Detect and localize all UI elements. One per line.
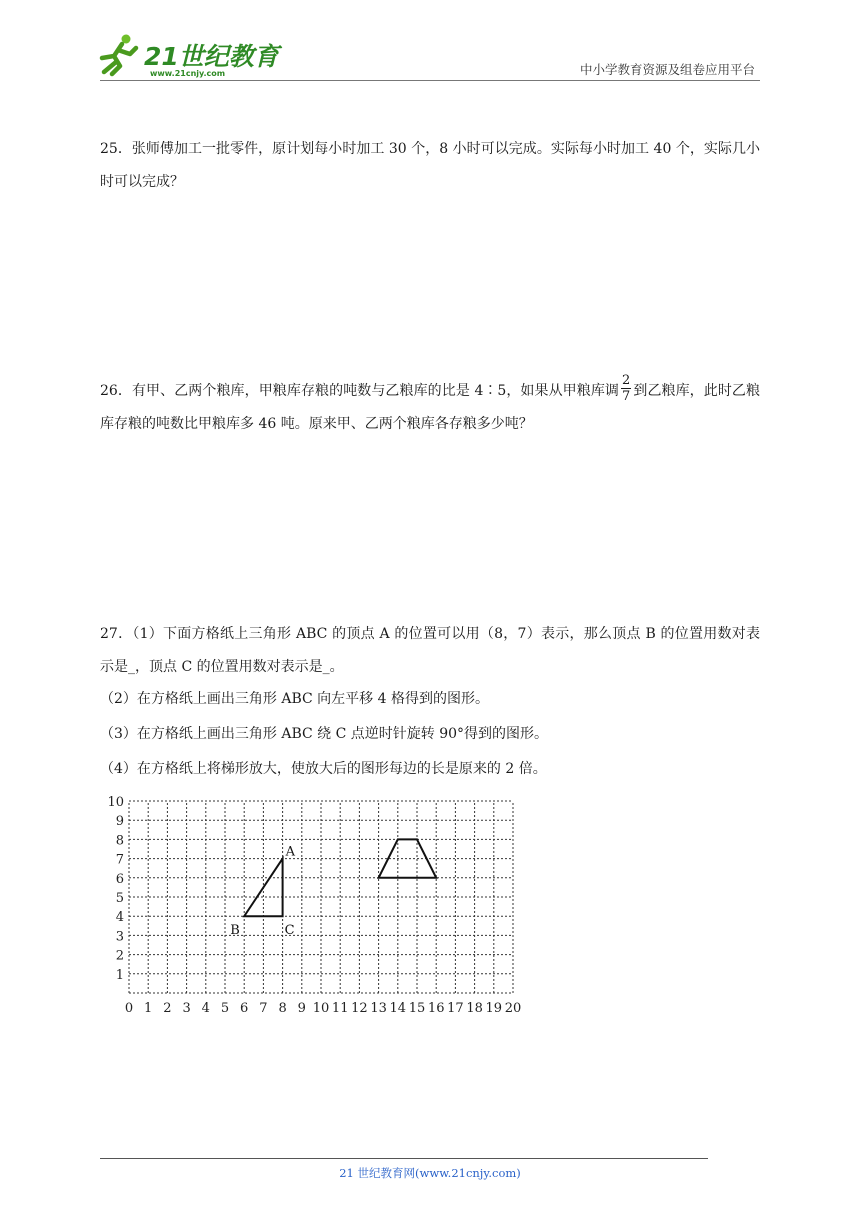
vertex-label-b: B [230,923,240,939]
x-tick-label: 6 [240,1001,249,1016]
site-name: 中小学教育资源及组卷应用平台 [579,62,755,77]
question-27-part-2: （2）在方格纸上画出三角形 ABC 向左平移 4 格得到的图形。 [100,691,489,707]
y-tick-label: 2 [115,948,124,964]
header-rule [100,80,760,81]
x-tick-label: 17 [447,1001,464,1016]
logo [92,32,279,80]
grid-figure [100,790,530,1030]
vertex-label-c: C [284,923,295,939]
y-tick-label: 8 [115,833,124,849]
question-27-part-4: （4）在方格纸上将梯形放大，使放大后的图形每边的长是原来的 2 倍。 [100,761,547,777]
x-tick-label: 15 [408,1001,426,1016]
y-tick-label: 5 [115,891,124,906]
footer-text: 21 世纪教育网(www.21cnjy.com) [339,1166,521,1180]
x-tick-label: 8 [278,1001,287,1016]
x-tick-label: 3 [182,1001,191,1016]
y-tick-label: 1 [115,967,124,983]
vertex-label-a: A [285,844,295,860]
question-26 [100,372,761,441]
x-tick-label: 20 [504,1001,522,1016]
x-tick-label: 19 [485,1001,503,1016]
y-tick-label: 9 [115,814,124,830]
x-tick-label: 0 [124,1001,134,1016]
x-tick-label: 13 [370,1001,387,1016]
x-tick-label: 12 [351,1001,368,1016]
y-tick-label: 10 [107,795,124,810]
x-tick-label: 14 [389,1001,407,1016]
y-tick-label: 3 [115,929,124,945]
x-tick-label: 4 [201,1001,210,1016]
fraction-numerator: 2 [622,372,631,388]
question-27-part-1: 27．（1）下面方格纸上三角形 ABC 的顶点 A 的位置可以用（8，7）表示，那么顶点 B 的位置用数对表示是_，顶点 C 的位置用数对表示是_。 [100,626,760,675]
question-25: 25．张师傅加工一批零件，原计划每小时加工 30 个，8 小时可以完成。实际每小时加工 40 个，实际几小时可以完成？ [100,141,760,190]
question-26-text-b: 到乙粮库，此时乙粮库存粮的吨数比甲粮库多 46 吨。原来甲、乙两个粮库各存粮多少吨？ [100,383,761,432]
x-tick-label: 7 [259,1001,268,1016]
fraction-denominator: 7 [622,388,631,404]
y-tick-label: 6 [115,871,124,887]
runner-icon [102,35,136,75]
logo-name: 21世纪教育 [144,42,279,71]
x-tick-label: 10 [312,1001,330,1016]
x-tick-label: 2 [163,1001,172,1016]
x-tick-label: 9 [297,1001,306,1016]
question-27-part-3: （3）在方格纸上画出三角形 ABC 绕 C 点逆时针旋转 90°得到的图形。 [100,726,549,742]
question-26-text-a: 26．有甲、乙两个粮库，甲粮库存粮的吨数与乙粮库的比是 4∶5，如果从甲粮库调 [100,383,619,399]
x-tick-label: 11 [331,1001,349,1016]
y-tick-label: 4 [115,910,124,926]
logo-url: www.21cnjy.com [150,69,226,78]
trapezoid [379,839,437,877]
fraction [621,373,631,404]
x-tick-label: 5 [220,1001,230,1016]
footer-rule [100,1158,708,1159]
x-tick-label: 16 [427,1001,445,1016]
y-tick-label: 7 [115,852,124,868]
x-tick-label: 1 [144,1001,153,1016]
x-tick-label: 18 [466,1001,483,1016]
